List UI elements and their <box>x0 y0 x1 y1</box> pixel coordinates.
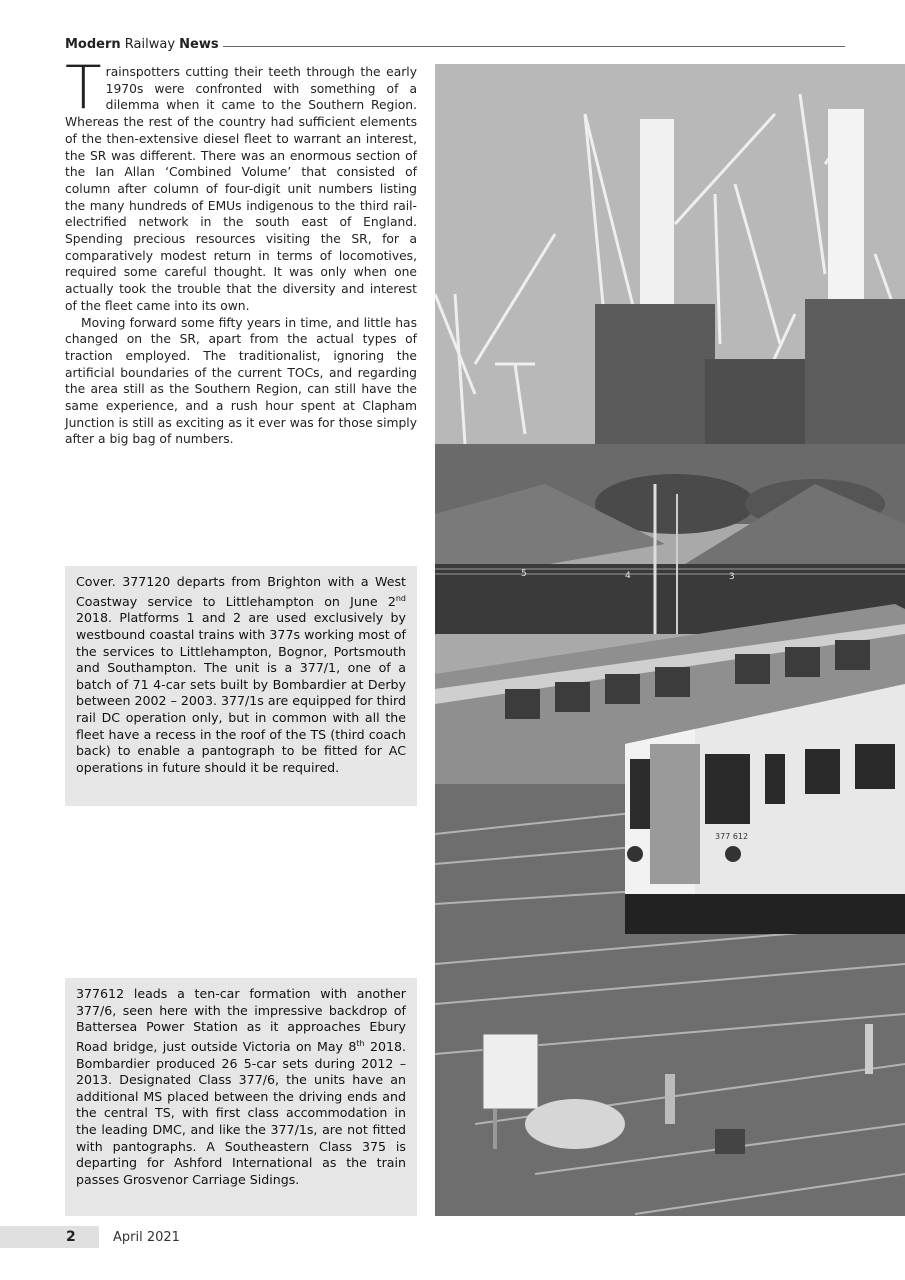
masthead <box>65 36 845 56</box>
drop-cap: T <box>65 53 102 123</box>
cover-caption <box>65 566 417 806</box>
photo-caption-text-b: 2018. Bombardier produced 26 5-car sets during 2012 – 2013. Designated Class 377/6, the units have an additional MS placed between the driving ends and the central TS, with first class accommodation in the leading DMC, and like the 377/1s, are not fitted with pantographs. A Southeastern Class 375 is departing for Ashford International as the train passes Grosvenor Carriage Sidings. <box>76 1038 406 1187</box>
unit-number-label: 377 612 <box>715 832 749 841</box>
shed-number-3: 3 <box>729 572 735 582</box>
cover-caption-ordinal: nd <box>395 593 406 603</box>
article-body <box>65 53 417 448</box>
photo-caption-text-a: 377612 leads a ten-car formation with another 377/6, seen here with the impressive backdrop of Battersea Power Station as it approaches Ebury Road bridge, just outside Victoria on May 8 <box>76 986 406 1054</box>
shed-number-4: 4 <box>625 571 631 581</box>
cover-caption-text-b: 2018. Platforms 1 and 2 are used exclusively by westbound coastal trains with 377s working most of the services to Littlehampton, Bognor, Portsmouth and Southampton. The unit is a 377/1, one of a batch of 71 4-car sets built by Bombardier at Derby between 2002 – 2003. 377/1s are equipped for third rail DC operation only, but in common with all the fleet have a recess in the roof of the TS (third coach back) to enable a pantograph to be fitted for AC operations in future should it be required. <box>76 610 406 775</box>
main-train-cab-door <box>650 744 700 884</box>
article-paragraph-2: Moving forward some fifty years in time, and little has changed on the SR, apart from the actual types of traction employed. The traditionalist, ignoring the artificial boundaries of the current TOCs, and regarding the area still as the Southern Region, can still have the same experience, and a rush hour spent at Clapham Junction is still as exciting as it ever was for those simply after a big bag of numbers. <box>65 315 417 447</box>
article-paragraph-1 <box>65 53 417 315</box>
cover-caption-text-a: Cover. 377120 departs from Brighton with a West Coastway service to Littlehampton on June 2 <box>76 574 406 609</box>
page-number: 2 <box>66 1229 76 1245</box>
photo-caption <box>65 978 417 1216</box>
publication-title <box>65 36 219 54</box>
ballast-bags <box>525 1099 625 1149</box>
masthead-rule <box>223 46 845 47</box>
publication-title-railway: Railway <box>124 37 176 52</box>
page-number-tab <box>0 1226 99 1248</box>
shed-number-5: 5 <box>521 569 527 579</box>
publication-title-modern: Modern <box>65 37 121 52</box>
photo-caption-ordinal: th <box>356 1038 365 1048</box>
chimney-left <box>640 119 674 309</box>
publication-title-news: News <box>179 37 219 52</box>
train-photograph <box>435 64 905 1216</box>
article-paragraph-1-text: rainspotters cutting their teeth through the early 1970s were confronted with something of a dilemma when it came to the Southern Region. Whereas the rest of the country had sufficient elements of the then-extensive diesel fleet to warrant an interest, the SR was different. There was an enormous section of the Ian Allan ‘Combined Volume’ that consisted of column after column of four-digit unit numbers listing the many hundreds of EMUs indigenous to the third rail-electrified network in the south east of England. Spending precious resources visiting the SR, for a comparatively modest return in terms of locomotives, required some careful thought. It was only when one actually took the trouble that the diversity and interest of the fleet came into its own. <box>65 65 417 313</box>
chimney-right <box>828 109 864 299</box>
issue-date: April 2021 <box>113 1230 180 1245</box>
main-train-windscreen <box>705 754 750 824</box>
trackside-cabinet <box>483 1034 538 1109</box>
